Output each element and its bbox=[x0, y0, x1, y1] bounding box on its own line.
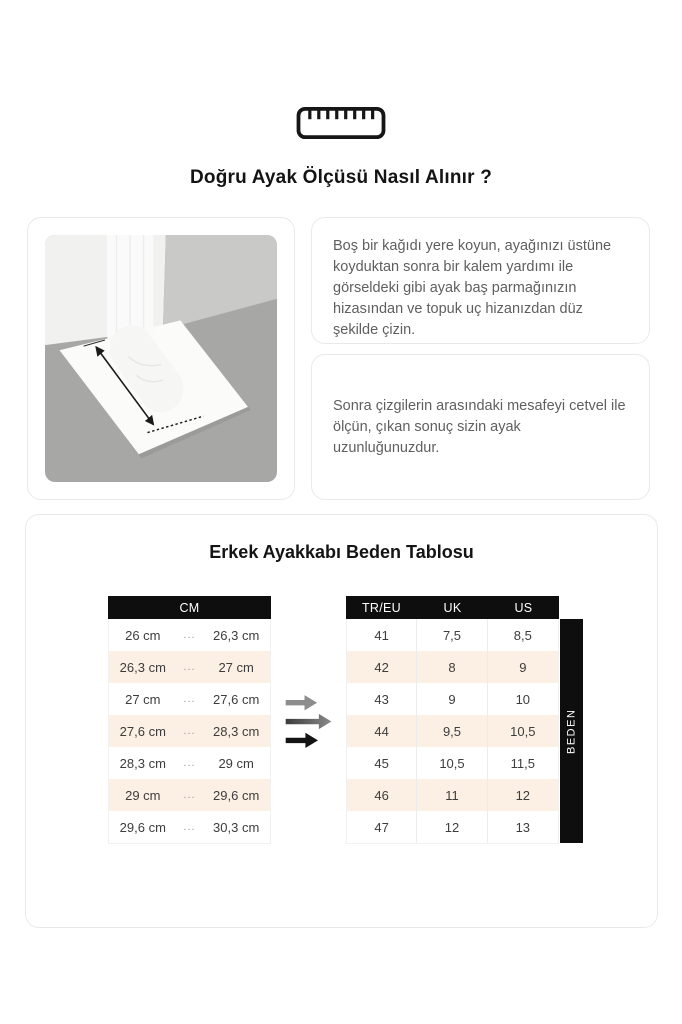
cm-cell: 26,3 cm bbox=[119, 659, 166, 675]
size-cell: 8 bbox=[417, 651, 487, 683]
instructions-section bbox=[27, 217, 657, 500]
cm-cell: 28,3 cm bbox=[119, 755, 166, 771]
size-cell: 10,5 bbox=[417, 747, 487, 779]
size-table-row bbox=[347, 747, 558, 779]
size-table-row bbox=[347, 683, 558, 715]
size-cell: 47 bbox=[347, 811, 417, 843]
size-table-row bbox=[347, 811, 558, 843]
cm-table bbox=[108, 596, 271, 844]
cm-cell: ... bbox=[183, 725, 196, 737]
size-cell: 10 bbox=[515, 691, 531, 707]
header-cell-us: US bbox=[514, 600, 533, 615]
cm-cell: 29,6 cm bbox=[213, 787, 260, 803]
size-cell: 11 bbox=[417, 779, 487, 811]
size-cell: 12 bbox=[417, 811, 487, 843]
cm-cell: 29 cm bbox=[218, 755, 254, 771]
cm-cell: ... bbox=[183, 661, 196, 673]
size-cell: 42 bbox=[347, 651, 417, 683]
instruction-card-1 bbox=[311, 217, 650, 344]
size-tables-row bbox=[26, 596, 657, 844]
cm-cell: 26,3 cm bbox=[213, 627, 260, 643]
foot-measurement-illustration bbox=[45, 235, 277, 482]
size-cell: 13 bbox=[515, 819, 531, 835]
cm-cell: ... bbox=[183, 693, 196, 705]
size-table bbox=[346, 596, 559, 844]
cm-cell: ... bbox=[183, 629, 196, 641]
size-chart-title: Erkek Ayakkabı Beden Tablosu bbox=[209, 542, 474, 562]
header-section bbox=[0, 0, 682, 189]
instruction-card-2 bbox=[311, 354, 650, 500]
size-cell: 43 bbox=[347, 683, 417, 715]
size-cell: 12 bbox=[515, 787, 531, 803]
size-cell: 11,5 bbox=[510, 755, 535, 771]
size-table-row bbox=[347, 619, 558, 651]
cm-cell: 27,6 cm bbox=[119, 723, 166, 739]
cm-cell: 27 cm bbox=[125, 691, 161, 707]
size-table-block bbox=[346, 596, 583, 844]
cm-table-row bbox=[109, 747, 270, 779]
instruction-step-1-text: Boş bir kağıdı yere koyun, ayağınızı üstüne koyduktan sonra bir kalem yardımı ile görseldeki gibi ayak baş parmağınızın hizasından ve topuk uç hizanızdan düz şekilde çizin. bbox=[333, 238, 612, 338]
cm-cell: 29 cm bbox=[125, 787, 161, 803]
cm-cell: ... bbox=[183, 821, 196, 833]
size-chart-card bbox=[25, 514, 658, 928]
foot-photo-card bbox=[27, 217, 295, 500]
cm-table-row bbox=[109, 651, 270, 683]
cm-table-row bbox=[109, 811, 270, 843]
size-cell: 9,5 bbox=[417, 715, 487, 747]
cm-table-row bbox=[109, 779, 270, 811]
size-cell: 7,5 bbox=[417, 619, 487, 651]
size-table-header bbox=[346, 596, 559, 619]
cm-table-row bbox=[109, 619, 270, 651]
cm-table-body bbox=[108, 619, 271, 844]
instruction-step-2-text: Sonra çizgilerin arasındaki mesafeyi cetvel ile ölçün, çıkan sonuç sizin ayak uzunluğunuzdur. bbox=[333, 397, 626, 456]
size-table-body bbox=[346, 619, 559, 844]
size-cell: 41 bbox=[347, 619, 417, 651]
ruler-icon bbox=[294, 106, 388, 145]
size-cell: 46 bbox=[347, 779, 417, 811]
conversion-arrows-icon bbox=[283, 691, 335, 844]
size-table-row bbox=[347, 715, 558, 747]
size-table-row bbox=[347, 651, 558, 683]
cm-cell: ... bbox=[183, 789, 196, 801]
cm-table-row bbox=[109, 715, 270, 747]
cm-cell: 30,3 cm bbox=[213, 819, 260, 835]
page-title: Doğru Ayak Ölçüsü Nasıl Alınır ? bbox=[189, 167, 492, 188]
size-cell: 10,5 bbox=[510, 723, 536, 739]
cm-cell: 27,6 cm bbox=[213, 691, 260, 707]
cm-cell: ... bbox=[183, 757, 196, 769]
size-cell: 45 bbox=[347, 747, 417, 779]
size-table-row bbox=[347, 779, 558, 811]
size-cell: 44 bbox=[347, 715, 417, 747]
header-cell-tr-eu: TR/EU bbox=[362, 600, 401, 615]
cm-cell: 28,3 cm bbox=[213, 723, 260, 739]
size-cell: 8,5 bbox=[513, 627, 532, 643]
size-cell: 9 bbox=[417, 683, 487, 715]
size-cell: 9 bbox=[519, 659, 527, 675]
instruction-text-column bbox=[311, 217, 650, 500]
cm-cell: 29,6 cm bbox=[119, 819, 166, 835]
beden-side-label: BEDEN bbox=[560, 619, 583, 843]
cm-table-header: CM bbox=[108, 596, 271, 619]
cm-cell: 27 cm bbox=[218, 659, 254, 675]
cm-cell: 26 cm bbox=[125, 627, 161, 643]
header-cell-uk: UK bbox=[443, 600, 462, 615]
cm-table-row bbox=[109, 683, 270, 715]
